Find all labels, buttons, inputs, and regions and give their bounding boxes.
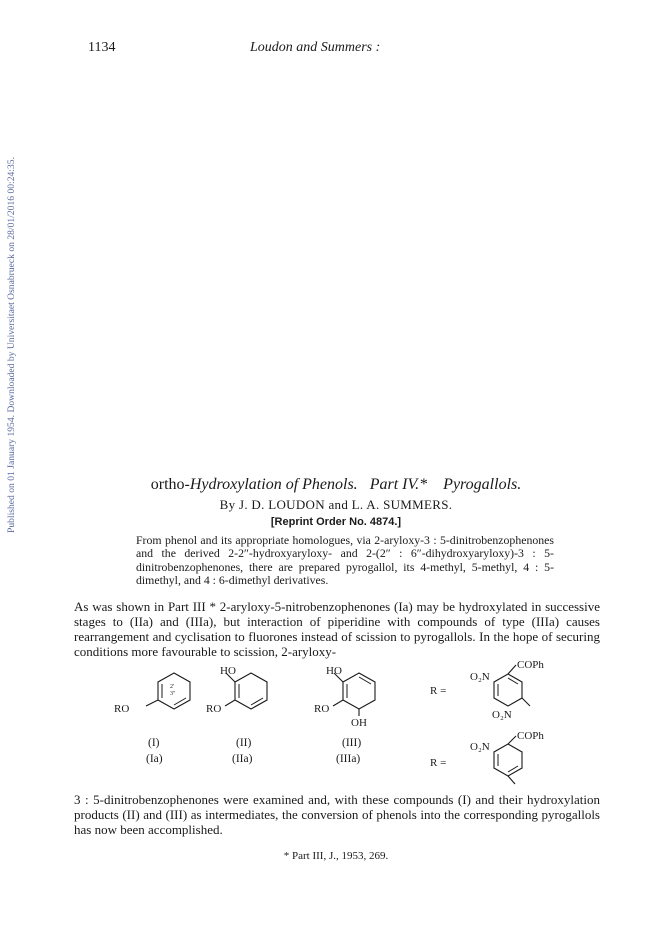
compound-label: (IIIa) bbox=[336, 753, 361, 765]
page-number: 1134 bbox=[88, 40, 116, 55]
r-group-mononitro bbox=[430, 730, 544, 784]
ro-label-iii: RO bbox=[314, 703, 330, 715]
o2n-label: O₂N bbox=[470, 671, 490, 683]
title-main: Hydroxylation of Phenols. bbox=[189, 476, 358, 493]
o2n-label: O₂N bbox=[492, 709, 512, 721]
body-paragraph-1: As was shown in Part III * 2-aryloxy-5-nitrobenzophenones (Ia) may be hydroxylated in successive stages to (IIa) and (IIIa), but interaction of piperidine with compounds of type (IIIa) causes rearrangement and cyclisation to fluorones instead of scission to pyrogallols. In the hope of securing conditions more favourable to scission, 2-aryloxy- bbox=[74, 599, 600, 659]
ring-position-label: 2′ bbox=[170, 684, 175, 690]
title-part: Part IV.* bbox=[369, 476, 428, 493]
r-group-dinitro bbox=[430, 660, 544, 721]
structure-i bbox=[114, 673, 190, 715]
compound-label: (II) bbox=[236, 737, 252, 749]
download-watermark[interactable]: Published on 01 January 1954. Downloaded by Universitaet Osnabrueck on 28/01/2016 00:24:35. bbox=[6, 157, 17, 533]
structure-ii bbox=[206, 665, 267, 715]
compound-label: (III) bbox=[342, 737, 362, 749]
ro-label-ii: RO bbox=[206, 703, 222, 715]
r-equals-label: R = bbox=[430, 757, 447, 769]
r-equals-label: R = bbox=[430, 685, 447, 697]
compound-label: (Ia) bbox=[146, 753, 163, 765]
coph-label: COPh bbox=[517, 660, 544, 671]
ro-label-i: RO bbox=[114, 703, 130, 715]
footnote bbox=[0, 850, 672, 862]
coph-label: COPh bbox=[517, 730, 544, 742]
ring-position-label: 3″ bbox=[170, 691, 176, 697]
compound-label: (I) bbox=[148, 737, 160, 749]
title-prefix: ortho- bbox=[150, 476, 190, 493]
compound-label: (IIa) bbox=[232, 753, 253, 765]
ho-label-iii: HO bbox=[326, 665, 342, 677]
ho-label-ii: HO bbox=[220, 665, 236, 677]
article-title bbox=[0, 476, 672, 494]
reprint-order: [Reprint Order No. 4874.] bbox=[270, 516, 402, 528]
body-paragraph-2: 3 : 5-dinitrobenzophenones were examined and, with these compounds (I) and their hydroxylation products (II) and (III) as intermediates, the conversion of phenols into the corresponding pyrogallols has now been accomplished. bbox=[74, 792, 600, 837]
footnote-text: * Part III, J., 1953, 269. bbox=[283, 850, 389, 862]
o2n-label: O₂N bbox=[470, 741, 490, 753]
running-title: Loudon and Summers : bbox=[250, 40, 381, 55]
abstract: From phenol and its appropriate homologues, via 2-aryloxy-3 : 5-dinitrobenzophenones and the derived 2-2″-hydroxyaryloxy- and 2-(2″ : 6″-dihydroxyaryloxy)-3 : 5-dinitrobenzophenones, there are prepared pyrogallol, its 4-methyl, 5-methyl, 4 : 5-dimethyl, and 4 : 6-dimethyl derivatives. bbox=[136, 533, 554, 588]
authors: By J. D. LOUDON and L. A. SUMMERS. bbox=[219, 497, 453, 512]
oh-label-iii: OH bbox=[351, 717, 367, 729]
chemical-scheme bbox=[74, 660, 600, 788]
title-end: Pyrogallols. bbox=[443, 476, 522, 493]
structure-iii bbox=[314, 665, 375, 729]
